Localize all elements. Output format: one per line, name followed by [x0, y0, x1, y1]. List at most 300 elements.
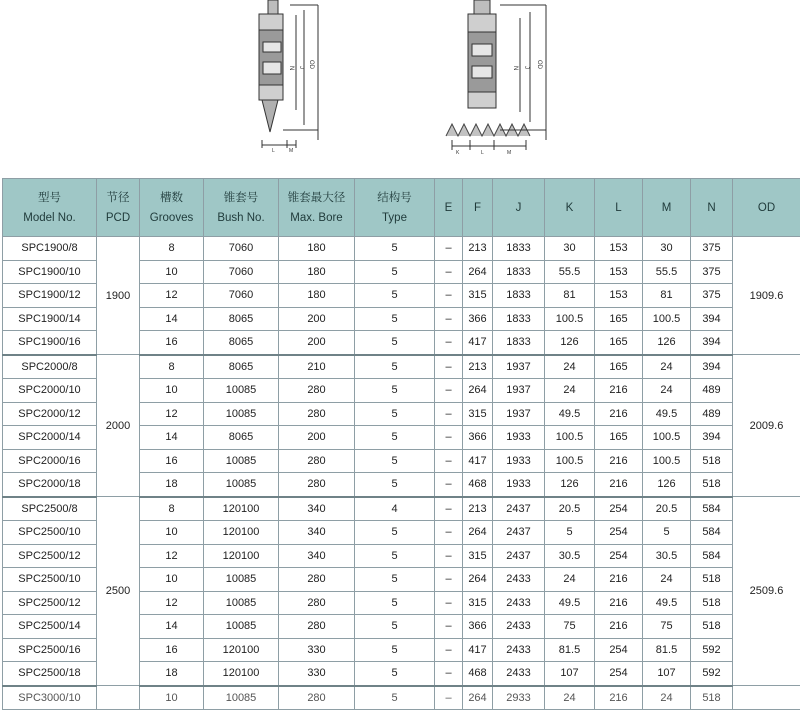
- value-cell: 10085: [204, 449, 279, 473]
- column-header: [279, 179, 355, 237]
- value-cell: 126: [545, 473, 595, 497]
- value-cell: 280: [279, 473, 355, 497]
- model-cell: SPC2500/14: [3, 615, 97, 639]
- value-cell: 5: [355, 402, 435, 426]
- value-cell: 153: [595, 237, 643, 261]
- value-cell: 24: [545, 568, 595, 592]
- model-cell: SPC2500/8: [3, 497, 97, 521]
- table-body: [3, 237, 800, 710]
- value-cell: 107: [545, 662, 595, 686]
- table-row-partial: [3, 686, 800, 710]
- value-cell: 5: [355, 237, 435, 261]
- model-cell: SPC2000/12: [3, 402, 97, 426]
- value-cell: 14: [140, 307, 204, 331]
- value-cell: 213: [463, 355, 493, 379]
- value-cell: 7060: [204, 284, 279, 308]
- value-cell: 49.5: [643, 591, 691, 615]
- column-header: [3, 179, 97, 237]
- value-cell: 5: [355, 355, 435, 379]
- value-cell: –: [435, 638, 463, 662]
- value-cell: 518: [691, 686, 733, 710]
- column-header-en: M: [643, 198, 690, 218]
- value-cell: 30.5: [545, 544, 595, 568]
- model-cell: SPC1900/12: [3, 284, 97, 308]
- value-cell: 2433: [493, 568, 545, 592]
- model-cell: SPC2000/10: [3, 379, 97, 403]
- column-header-en: F: [463, 198, 492, 218]
- od-cell: 2009.6: [733, 355, 800, 497]
- value-cell: –: [435, 473, 463, 497]
- value-cell: 216: [595, 473, 643, 497]
- value-cell: 375: [691, 260, 733, 284]
- column-header-en: Type: [355, 208, 434, 228]
- value-cell: –: [435, 307, 463, 331]
- value-cell: 340: [279, 544, 355, 568]
- value-cell: 10085: [204, 473, 279, 497]
- column-header-zh: 槽数: [140, 188, 203, 208]
- value-cell: 100.5: [545, 449, 595, 473]
- value-cell: 1833: [493, 331, 545, 355]
- value-cell: 153: [595, 260, 643, 284]
- value-cell: 394: [691, 307, 733, 331]
- value-cell: 216: [595, 591, 643, 615]
- value-cell: 24: [643, 379, 691, 403]
- value-cell: 584: [691, 521, 733, 545]
- value-cell: 213: [463, 237, 493, 261]
- value-cell: 1937: [493, 355, 545, 379]
- value-cell: 5: [355, 473, 435, 497]
- column-header-zh: 锥套号: [204, 188, 278, 208]
- dim-label-n-left: N: [288, 66, 294, 70]
- value-cell: 468: [463, 473, 493, 497]
- header-row: [3, 179, 800, 237]
- value-cell: 8: [140, 497, 204, 521]
- value-cell: 518: [691, 449, 733, 473]
- value-cell: 100.5: [545, 307, 595, 331]
- pulley-drawing-right: [446, 0, 546, 150]
- column-header: [545, 179, 595, 237]
- value-cell: 126: [643, 331, 691, 355]
- value-cell: 8065: [204, 331, 279, 355]
- value-cell: 7060: [204, 260, 279, 284]
- value-cell: 120100: [204, 662, 279, 686]
- value-cell: –: [435, 568, 463, 592]
- value-cell: 5: [355, 568, 435, 592]
- column-header-en: Bush No.: [204, 208, 278, 228]
- value-cell: –: [435, 662, 463, 686]
- value-cell: 216: [595, 402, 643, 426]
- value-cell: 49.5: [643, 402, 691, 426]
- value-cell: 330: [279, 638, 355, 662]
- value-cell: 584: [691, 544, 733, 568]
- value-cell: 24: [643, 568, 691, 592]
- value-cell: –: [435, 591, 463, 615]
- value-cell: 5: [355, 331, 435, 355]
- value-cell: 120100: [204, 638, 279, 662]
- value-cell: 12: [140, 284, 204, 308]
- value-cell: 5: [355, 307, 435, 331]
- value-cell: 81.5: [545, 638, 595, 662]
- value-cell: 2433: [493, 662, 545, 686]
- model-cell: SPC2500/12: [3, 544, 97, 568]
- model-cell: SPC2000/18: [3, 473, 97, 497]
- value-cell: 165: [595, 426, 643, 450]
- value-cell: –: [435, 497, 463, 521]
- value-cell: 10: [140, 568, 204, 592]
- value-cell: 5: [355, 379, 435, 403]
- value-cell: 264: [463, 521, 493, 545]
- value-cell: 1833: [493, 260, 545, 284]
- dim-label-od-left: OD: [308, 60, 314, 70]
- value-cell: 216: [595, 379, 643, 403]
- value-cell: 4: [355, 497, 435, 521]
- value-cell: 100.5: [643, 307, 691, 331]
- value-cell: 8065: [204, 355, 279, 379]
- value-cell: 8: [140, 355, 204, 379]
- value-cell: 417: [463, 449, 493, 473]
- model-cell: SPC2500/10: [3, 568, 97, 592]
- dim-label-m-left: M: [289, 148, 293, 154]
- value-cell: 10085: [204, 568, 279, 592]
- column-header-en: PCD: [97, 208, 139, 228]
- column-header-zh: 型号: [3, 188, 96, 208]
- value-cell: 10085: [204, 686, 279, 710]
- value-cell: 126: [643, 473, 691, 497]
- value-cell: –: [435, 237, 463, 261]
- value-cell: 107: [643, 662, 691, 686]
- value-cell: 280: [279, 402, 355, 426]
- value-cell: 5: [355, 521, 435, 545]
- value-cell: 30: [643, 237, 691, 261]
- value-cell: [97, 686, 140, 710]
- value-cell: 100.5: [643, 426, 691, 450]
- value-cell: 394: [691, 331, 733, 355]
- table-row: [3, 355, 800, 379]
- value-cell: 165: [595, 307, 643, 331]
- value-cell: 489: [691, 402, 733, 426]
- value-cell: 180: [279, 237, 355, 261]
- value-cell: 5: [355, 426, 435, 450]
- pulley-drawing-left: [259, 0, 318, 148]
- value-cell: 24: [643, 686, 691, 710]
- value-cell: 216: [595, 686, 643, 710]
- value-cell: 280: [279, 615, 355, 639]
- value-cell: 2437: [493, 521, 545, 545]
- value-cell: 180: [279, 284, 355, 308]
- value-cell: 2433: [493, 638, 545, 662]
- value-cell: 30.5: [643, 544, 691, 568]
- value-cell: 30: [545, 237, 595, 261]
- value-cell: 1833: [493, 284, 545, 308]
- value-cell: 5: [355, 662, 435, 686]
- value-cell: 315: [463, 544, 493, 568]
- value-cell: 24: [643, 355, 691, 379]
- column-header-en: L: [595, 198, 642, 218]
- value-cell: 254: [595, 497, 643, 521]
- column-header: [204, 179, 279, 237]
- value-cell: 2933: [493, 686, 545, 710]
- value-cell: 120100: [204, 521, 279, 545]
- value-cell: 20.5: [545, 497, 595, 521]
- value-cell: 280: [279, 449, 355, 473]
- value-cell: 200: [279, 426, 355, 450]
- value-cell: –: [435, 331, 463, 355]
- model-cell: SPC1900/16: [3, 331, 97, 355]
- value-cell: –: [435, 379, 463, 403]
- model-cell: SPC2000/8: [3, 355, 97, 379]
- value-cell: 7060: [204, 237, 279, 261]
- model-cell: SPC2500/12: [3, 591, 97, 615]
- value-cell: 18: [140, 473, 204, 497]
- value-cell: –: [435, 544, 463, 568]
- value-cell: 24: [545, 686, 595, 710]
- value-cell: 75: [643, 615, 691, 639]
- value-cell: 120100: [204, 497, 279, 521]
- value-cell: 254: [595, 662, 643, 686]
- value-cell: 366: [463, 426, 493, 450]
- value-cell: –: [435, 284, 463, 308]
- value-cell: 165: [595, 355, 643, 379]
- value-cell: 489: [691, 379, 733, 403]
- value-cell: 55.5: [545, 260, 595, 284]
- value-cell: 1933: [493, 449, 545, 473]
- value-cell: 2437: [493, 544, 545, 568]
- value-cell: 340: [279, 497, 355, 521]
- value-cell: 10: [140, 686, 204, 710]
- value-cell: 16: [140, 331, 204, 355]
- value-cell: 280: [279, 568, 355, 592]
- value-cell: 518: [691, 591, 733, 615]
- value-cell: 5: [355, 615, 435, 639]
- value-cell: 330: [279, 662, 355, 686]
- value-cell: 5: [355, 284, 435, 308]
- value-cell: 394: [691, 426, 733, 450]
- value-cell: 49.5: [545, 591, 595, 615]
- value-cell: 55.5: [643, 260, 691, 284]
- value-cell: 12: [140, 591, 204, 615]
- model-cell: SPC2000/16: [3, 449, 97, 473]
- value-cell: 468: [463, 662, 493, 686]
- value-cell: –: [435, 615, 463, 639]
- value-cell: 5: [355, 591, 435, 615]
- value-cell: 366: [463, 615, 493, 639]
- value-cell: –: [435, 426, 463, 450]
- model-cell: SPC2500/10: [3, 521, 97, 545]
- value-cell: 210: [279, 355, 355, 379]
- table-row: [3, 497, 800, 521]
- value-cell: 12: [140, 402, 204, 426]
- model-cell: SPC1900/10: [3, 260, 97, 284]
- column-header-en: K: [545, 198, 594, 218]
- value-cell: 2437: [493, 497, 545, 521]
- dim-label-od-right: OD: [536, 60, 542, 70]
- value-cell: 315: [463, 284, 493, 308]
- value-cell: 16: [140, 638, 204, 662]
- value-cell: 375: [691, 237, 733, 261]
- value-cell: 8065: [204, 307, 279, 331]
- model-cell: SPC2500/18: [3, 662, 97, 686]
- value-cell: 254: [595, 638, 643, 662]
- value-cell: 10085: [204, 379, 279, 403]
- dim-label-n-right: N: [512, 66, 518, 70]
- value-cell: 584: [691, 497, 733, 521]
- value-cell: 280: [279, 686, 355, 710]
- value-cell: 315: [463, 402, 493, 426]
- value-cell: –: [435, 260, 463, 284]
- value-cell: 264: [463, 686, 493, 710]
- value-cell: 592: [691, 662, 733, 686]
- column-header: [140, 179, 204, 237]
- value-cell: 5: [355, 449, 435, 473]
- dim-label-l-left: L: [272, 148, 275, 154]
- value-cell: 10085: [204, 591, 279, 615]
- column-header-en: E: [435, 198, 462, 218]
- value-cell: 5: [355, 686, 435, 710]
- value-cell: 5: [355, 544, 435, 568]
- value-cell: 2433: [493, 591, 545, 615]
- value-cell: 518: [691, 473, 733, 497]
- value-cell: 81.5: [643, 638, 691, 662]
- column-header: [643, 179, 691, 237]
- value-cell: 254: [595, 544, 643, 568]
- dim-label-j-left: J: [298, 66, 304, 69]
- value-cell: 518: [691, 568, 733, 592]
- value-cell: 120100: [204, 544, 279, 568]
- dim-label-l-right: L: [481, 150, 484, 156]
- column-header-en: Grooves: [140, 208, 203, 228]
- value-cell: 10: [140, 521, 204, 545]
- column-header: [691, 179, 733, 237]
- value-cell: 216: [595, 568, 643, 592]
- pcd-cell: 2500: [97, 497, 140, 686]
- value-cell: 264: [463, 260, 493, 284]
- value-cell: –: [435, 686, 463, 710]
- value-cell: 18: [140, 662, 204, 686]
- value-cell: 14: [140, 426, 204, 450]
- value-cell: 340: [279, 521, 355, 545]
- column-header-en: Model No.: [3, 208, 96, 228]
- value-cell: 5: [355, 260, 435, 284]
- value-cell: 1933: [493, 426, 545, 450]
- column-header-en: N: [691, 198, 732, 218]
- value-cell: 264: [463, 568, 493, 592]
- value-cell: 1937: [493, 402, 545, 426]
- value-cell: SPC3000/10: [3, 686, 97, 710]
- value-cell: 16: [140, 449, 204, 473]
- value-cell: 280: [279, 591, 355, 615]
- value-cell: 1933: [493, 473, 545, 497]
- value-cell: 126: [545, 331, 595, 355]
- value-cell: –: [435, 521, 463, 545]
- column-header-zh: 节径: [97, 188, 139, 208]
- value-cell: 280: [279, 379, 355, 403]
- value-cell: 20.5: [643, 497, 691, 521]
- value-cell: 375: [691, 284, 733, 308]
- value-cell: 153: [595, 284, 643, 308]
- value-cell: 180: [279, 260, 355, 284]
- value-cell: 14: [140, 615, 204, 639]
- value-cell: 10: [140, 260, 204, 284]
- value-cell: 49.5: [545, 402, 595, 426]
- value-cell: 1833: [493, 237, 545, 261]
- model-cell: SPC2000/14: [3, 426, 97, 450]
- column-header-en: J: [493, 198, 544, 218]
- table-row: [3, 237, 800, 261]
- od-cell: 1909.6: [733, 237, 800, 355]
- value-cell: [733, 686, 800, 710]
- value-cell: 1937: [493, 379, 545, 403]
- column-header: [493, 179, 545, 237]
- dim-label-k-right: K: [456, 150, 460, 156]
- pcd-cell: 2000: [97, 355, 140, 497]
- column-header-en: OD: [733, 198, 800, 218]
- value-cell: 5: [545, 521, 595, 545]
- model-cell: SPC1900/8: [3, 237, 97, 261]
- value-cell: 8065: [204, 426, 279, 450]
- value-cell: 8: [140, 237, 204, 261]
- value-cell: 216: [595, 615, 643, 639]
- value-cell: 366: [463, 307, 493, 331]
- table-header: [3, 179, 800, 237]
- value-cell: 592: [691, 638, 733, 662]
- od-cell: 2509.6: [733, 497, 800, 686]
- column-header-zh: 锥套最大径: [279, 188, 354, 208]
- value-cell: 315: [463, 591, 493, 615]
- value-cell: 1833: [493, 307, 545, 331]
- value-cell: 518: [691, 615, 733, 639]
- column-header-en: Max. Bore: [279, 208, 354, 228]
- value-cell: –: [435, 355, 463, 379]
- pcd-cell: 1900: [97, 237, 140, 355]
- value-cell: 216: [595, 449, 643, 473]
- dim-label-m-right: M: [507, 150, 511, 156]
- technical-drawings: [0, 0, 800, 178]
- value-cell: 165: [595, 331, 643, 355]
- value-cell: 24: [545, 355, 595, 379]
- column-header: [595, 179, 643, 237]
- value-cell: 2433: [493, 615, 545, 639]
- value-cell: 254: [595, 521, 643, 545]
- column-header: [733, 179, 800, 237]
- column-header: [435, 179, 463, 237]
- value-cell: 200: [279, 331, 355, 355]
- column-header: [97, 179, 140, 237]
- value-cell: 81: [643, 284, 691, 308]
- value-cell: 394: [691, 355, 733, 379]
- value-cell: 213: [463, 497, 493, 521]
- dim-label-j-right: J: [523, 66, 529, 69]
- value-cell: 264: [463, 379, 493, 403]
- column-header: [355, 179, 435, 237]
- model-cell: SPC1900/14: [3, 307, 97, 331]
- value-cell: 5: [355, 638, 435, 662]
- value-cell: –: [435, 449, 463, 473]
- value-cell: 12: [140, 544, 204, 568]
- value-cell: 100.5: [545, 426, 595, 450]
- value-cell: 10085: [204, 615, 279, 639]
- value-cell: 417: [463, 331, 493, 355]
- value-cell: 417: [463, 638, 493, 662]
- value-cell: 5: [643, 521, 691, 545]
- pulley-spec-table: [2, 178, 800, 710]
- value-cell: 75: [545, 615, 595, 639]
- column-header: [463, 179, 493, 237]
- value-cell: –: [435, 402, 463, 426]
- value-cell: 100.5: [643, 449, 691, 473]
- value-cell: 10085: [204, 402, 279, 426]
- value-cell: 24: [545, 379, 595, 403]
- column-header-zh: 结构号: [355, 188, 434, 208]
